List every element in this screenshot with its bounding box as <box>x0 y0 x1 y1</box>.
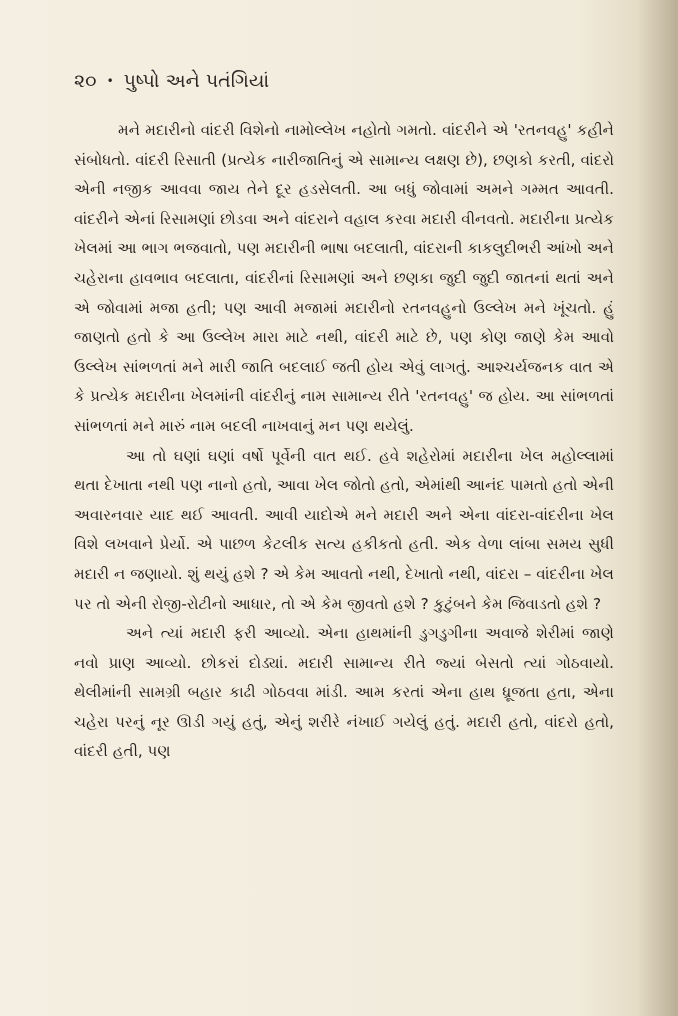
running-head <box>74 64 634 98</box>
paragraph-2: આ તો ઘણાં ઘણાં વર્ષો પૂર્વેની વાત થઈ. હવે શહેરોમાં મદારીના ખેલ મહોલ્લામાં થતા દેખાતા નથી પણ નાનો હતો, આવા ખેલ જોતો હતો, એમાંથી આનંદ પામતો હતો એની અવારનવાર યાદ થઈ આવતી. આવી યાદોએ મને મદારી અને એના વાંદરા-વાંદરીના ખેલ વિશે લખવાને પ્રેર્યો. એ પાછળ કેટલીક સત્ય હકીકતો હતી. એક વેળા લાંબા સમય સુધી મદારી ન જણાયો. શું થયું હશે ? એ કેમ આવતો નથી, દેખાતો નથી, વાંદરા – વાંદરીના ખેલ પર તો એની રોજી-રોટીનો આધાર, તો એ કેમ જીવતો હશે ? કુટુંબને કેમ જિવાડતો હશે ? <box>74 446 614 613</box>
body-text <box>74 116 614 767</box>
header-separator: • <box>106 74 114 88</box>
page-number: ૨૦ <box>74 70 97 92</box>
paragraph-3: અને ત્યાં મદારી ફરી આવ્યો. એના હાથમાંની ડુગડુગીના અવાજે શેરીમાં જાણે નવો પ્રાણ આવ્યો. છોકરાં દોડ્યાં. મદારી સામાન્ય રીતે જ્યાં બેસતો ત્યાં ગોઠવાયો. થેલીમાંની સામગ્રી બહાર કાઢી ગોઠવવા માંડી. આમ કરતાં એના હાથ ધ્રૂજતા હતા, એના ચહેરા પરનું નૂર ઊડી ગયું હતું, એનું શરીરે નંખાઈ ગયેલું હતું. મદારી હતો, વાંદરો હતો, વાંદરી હતી, પણ <box>74 624 614 761</box>
paragraph-1: મને મદારીનો વાંદરી વિશેનો નામોલ્લેખ નહોતો ગમતો. વાંદરીને એ 'રતનવહુ' કહીને સંબોધતો. વાંદરી રિસાતી (પ્રત્યેક નારીજાતિનું એ સામાન્ય લક્ષણ છે), છણકો કરતી, વાંદરો એની નજીક આવવા જાય તેને દૂર હડસેલતી. આ બધું જોવામાં અમને ગમ્મત આવતી. વાંદરીને એનાં રિસામણાં છોડવા અને વાંદરાને વહાલ કરવા મદારી વીનવતો. મદારીના પ્રત્યેક ખેલમાં આ ભાગ ભજવાતો, પણ મદારીની ભાષા બદલાતી, વાંદરાની કાકલુદીભરી આંખો અને ચહેરાના હાવભાવ બદલાતા, વાંદરીનાં રિસામણાં અને છણકા જુદી જુદી જાતનાં થતાં અને એ જોવામાં મજા હતી; પણ આવી મજામાં મદારીનો રતનવહુનો ઉલ્લેખ મને ખૂંચતો. હું જાણતો હતો કે આ ઉલ્લેખ મારા માટે નથી, વાંદરી માટે છે, પણ કોણ જાણે કેમ આવો ઉલ્લેખ સાંભળતાં મને મારી જાતિ બદલાઈ જતી હોય એવું લાગતું. આશ્ચર્યજનક વાત એ કે પ્રત્યેક મદારીના ખેલમાંની વાંદરીનું નામ સામાન્ય રીતે 'રતનવહુ' જ હોય. આ સાંભળતાં સાંભળતાં મને મારું નામ બદલી નાખવાનું મન પણ થયેલું. <box>74 121 614 435</box>
book-title: પુષ્પો અને પતંગિયાં <box>123 70 270 92</box>
